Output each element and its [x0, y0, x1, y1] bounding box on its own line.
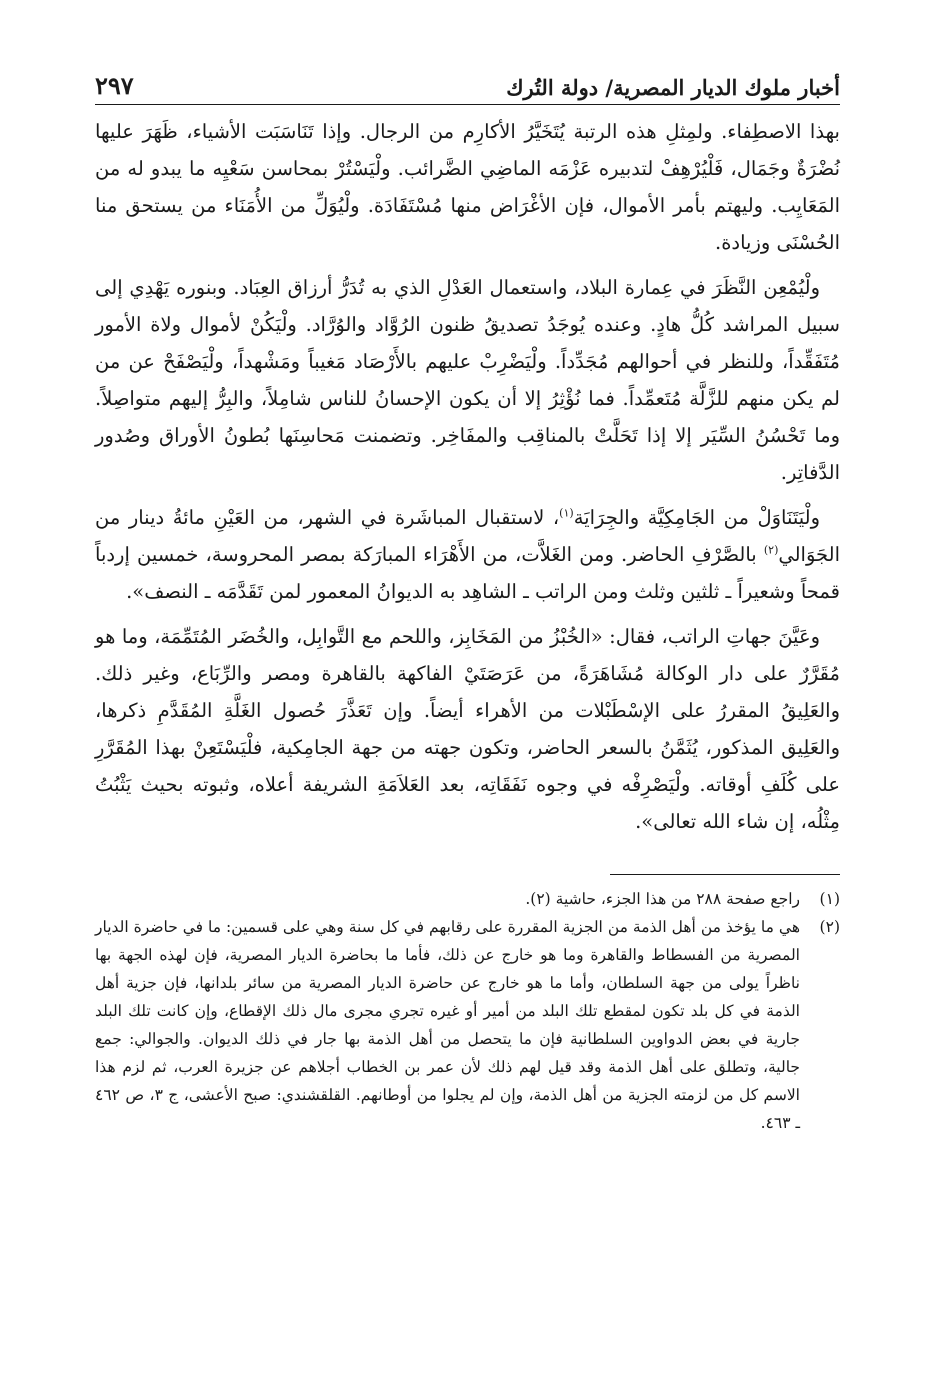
- footnote-ref-1[interactable]: (١): [559, 506, 574, 520]
- paragraph-2: ولْيُمْعِن النَّظَرَ في عِمارة البلاد، واستعمال العَدْلِ الذي به تُدَرُّ أرزاق العِبَاد. وبنوره يَهْدِي إلى سبيل المراشد كُلُّ هادٍ. وعنده يُوجَدُ تصديقُ ظنون الرُوَّاد والوُرَّاد. ولْيَكُنْ لأموال ولاة الأمور مُتَفَقِّداً، وللنظر في أحوالهم مُجَدِّداً. ولْيَضْرِبْ عليهم بالأَرْصَاد مَغيباً ومَشْهداً، ولْيَصْفَحْ عن من لم يكن منهم للزَّلَّة مُتَعمِّداً. فما نُؤْثِرُ إلا أن يكون الإحسانُ للناس شامِلاً، والبِرُّ إليهم متواصِلاً. وما تَحْسُنُ السِّيَر إلا إذا تَحَلَّتْ بالمناقِب والمفَاخِر. وتضمنت مَحاسِنَها بُطونُ الأوراق وصُدور الدَّفاتِر.: [95, 276, 840, 484]
- paragraph-3-part-3: بالصَّرْفِ الحاضر. ومن الغَلاَّت، من الأَهْرَاء المبارَكة بمصر المحروسة، خمسين إردباً قمحاً وشعيراً ـ ثلثين وثلث ومن الراتب ـ الشاهِد به الديوانُ المعمور لمن تَقَدَّمَه ـ النصف».: [95, 543, 840, 603]
- body-text: [95, 113, 840, 840]
- paragraph-3: [95, 499, 840, 610]
- book-page: [95, 60, 840, 1137]
- footnote-1: [95, 885, 840, 913]
- footnote-text: هي ما يؤخذ من أهل الذمة من الجزية المقررة على رقابهم في كل سنة وهي على قسمين: ما في حاضرة الديار المصرية من الفسطاط والقاهرة وما هو خارج عن ذلك، فأما ما بحاضرة الديار المصرية، فإن لهذه الجهة بها ناظراً يولى من جهة السلطان، وأما ما هو خارج عن حاضرة الديار المصرية من سائر بلدانها، فإن جزية أهل الذمة في كل بلد تكون لمقطع تلك البلد من أمير أو غيره تجري مجرى مال ذلك الإقطاع، وإن كانت تلك البلد جارية في بعض الدواوين السلطانية فإن ما يتحصل من أهل الذمة بها جار في ذلك الديوان. والجوالي: جمع جالية، وتطلق على أهل الذمة وقد قيل لهم ذلك لأن عمر بن الخطاب أجلاهم عن جزيرة العرب، ثم لزم هذا الاسم كل من لزمته الجزية من أهل الذمة، وإن لم يجلوا من أوطانهم. القلقشندي: صبح الأعشى، ج ٣، ص ٤٦٢ ـ ٤٦٣.: [95, 918, 800, 1132]
- footnote-ref-2[interactable]: (٢): [763, 543, 779, 557]
- footnote-number: (١): [819, 890, 840, 908]
- footnote-separator-wrap: [95, 856, 840, 875]
- paragraph-4: وعَيَّنَ جهاتِ الراتب، فقال: «الخُبْزُ من المَخَابِز، واللحم مع التَّوابِل، والخُضَر المُتَمِّمَة، وما هو مُقَرَّرٌ على دار الوكالة مُشَاهَرَةً، من عَرَصَتَيْ الفاكهة بالقاهرة ومصر والرِّبَاع، وغير ذلك. والعَلِيقُ المقررُ على الإسْطَبْلات من الأهراء أيضاً. وإن تَعَذَّرَ حُصول الغَلَّةِ المُقَدَّمِ ذكرها، والعَلِيق المذكور، يُثَمَّنُ بالسعر الحاضر، وتكون جهته من جهة الجامِكية، فلْيَسْتَعِنْ بهذا المُقَرَّرِ على كُلَفِ أوقاته. ولْيَصْرِفْه في وجوه نَفَقَاتِه، بعد العَلاَمَةِ الشريفة أعلاه، وثبوته بحيث يَثْبُتُ مِثْلُه، إن شاء الله تعالى».: [95, 625, 840, 833]
- footnotes: [95, 885, 840, 1137]
- paragraph-3-part-1: ولْيَتَنَاوَلْ من الجَامِكِيَّة والجِرَايَة: [573, 506, 820, 529]
- running-title: أخبار ملوك الديار المصرية/ دولة التُرك: [506, 75, 840, 100]
- footnote-text: راجع صفحة ٢٨٨ من هذا الجزء، حاشية (٢).: [525, 890, 800, 908]
- running-head: [95, 60, 840, 105]
- paragraph-1: بهذا الاصطِفاء. ولمِثلِ هذه الرتبة يُتَخَيَّرُ الأكارِم من الرجال. وإذا تَنَاسَبَت الأشياء، ظَهَرَ عليها نُضْرَةٌ وجَمَال، فَلْيُرْهِفْ لتدبيره عَزْمَه الماضِي الضَّرائب. ولْيَسْتُرْ بمحاسن سَعْيِه ما يبدو له من المَعَايِب. وليهتم بأمر الأموال، فإن الأغْرَاض منها مُسْتَفَادَة. ولْيُوَلِّ من الأُمَنَاء من يستحق منا الحُسْنَى وزيادة.: [95, 120, 840, 254]
- footnote-number: (٢): [819, 918, 840, 936]
- paragraph-3-part-2: ، لاستقبال المباشَرة في الشهر، من العَيْنِ مائةُ دينار من الجَوَالي: [95, 506, 840, 566]
- page-number: ٢٩٧: [95, 71, 134, 100]
- footnote-separator: [610, 874, 840, 875]
- footnote-2: [95, 913, 840, 1137]
